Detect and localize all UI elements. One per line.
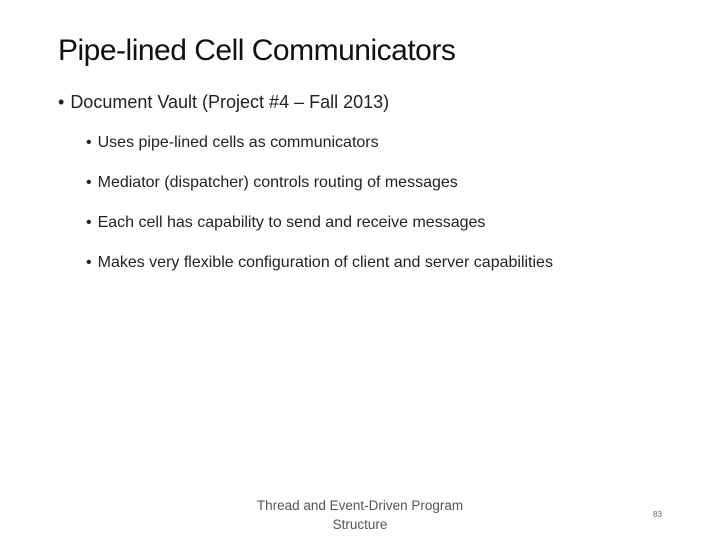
sub-bullet-text: Makes very flexible configuration of client and server capabilities — [97, 254, 553, 271]
bullet-icon: • — [86, 174, 92, 191]
sub-bullet-item — [86, 134, 553, 174]
bullet-icon: • — [86, 134, 92, 151]
main-bullet-text: Document Vault (Project #4 – Fall 2013) — [70, 92, 390, 112]
slide-title: Pipe-lined Cell Communicators — [58, 34, 456, 67]
footer-caption — [230, 496, 490, 534]
bullet-icon: • — [58, 92, 65, 112]
bullet-icon: • — [86, 254, 92, 271]
sub-bullet-text: Mediator (dispatcher) controls routing of messages — [97, 174, 458, 191]
sub-bullet-item — [86, 254, 553, 294]
sub-bullet-list — [86, 134, 553, 294]
sub-bullet-item — [86, 214, 553, 254]
sub-bullet-item — [86, 174, 553, 214]
sub-bullet-text: Each cell has capability to send and receive messages — [97, 214, 486, 231]
sub-bullet-text: Uses pipe-lined cells as communicators — [97, 134, 379, 151]
main-bullet-point — [58, 92, 389, 113]
footer-line-2: Structure — [332, 517, 388, 532]
bullet-icon: • — [86, 214, 92, 231]
page-number: 83 — [653, 510, 662, 519]
footer-line-1: Thread and Event-Driven Program — [256, 498, 464, 513]
